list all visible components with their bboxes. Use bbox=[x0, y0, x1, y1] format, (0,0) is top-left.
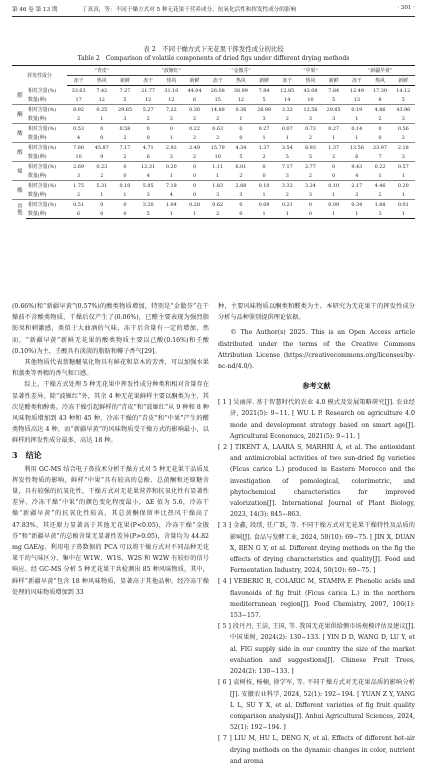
value-cell: 33.63 bbox=[71, 87, 86, 94]
table-row bbox=[12, 95, 415, 105]
value-cell: 3 bbox=[401, 153, 405, 160]
reference-item: [ 7 ] LIU M, HU L, DENG N, et al. Effects of different hot-air drying methods on the dynamic changes in color, nutrient and aroma bbox=[218, 735, 415, 765]
table-row bbox=[12, 171, 415, 181]
value-cell: 1 bbox=[169, 172, 173, 179]
value-cell: 1 bbox=[262, 191, 266, 198]
value-cell: 0 bbox=[137, 124, 160, 134]
indicator-cell: 数量(种) bbox=[28, 116, 47, 122]
value-cell: 14.12 bbox=[396, 87, 411, 94]
value-cell: 2 bbox=[100, 172, 104, 179]
value-cell: 8 bbox=[378, 96, 382, 103]
value-cell: 0 bbox=[229, 124, 252, 134]
value-cell: 5.27 bbox=[137, 105, 160, 115]
value-cell: 1 bbox=[355, 134, 359, 141]
reference-item: [ 5 ] 段丹丹, 王洁, 王国, 等. 我国无花果供给侧市场规模评估及建议[J]. 中国果树, 2024(2): 130−133. [ YIN D D, WANG D, LU Y, et al. FIG supply side in our country the size of the market evaluation and suggestions[J]. Chinese Fruit Trees, 2024(2): 130−133. ] bbox=[218, 623, 415, 676]
value-cell: 0.56 bbox=[392, 124, 415, 134]
value-cell: 0 bbox=[160, 124, 183, 134]
value-cell: 2 bbox=[216, 115, 220, 122]
value-cell: 43.08 bbox=[303, 87, 318, 94]
value-cell: 0.27 bbox=[253, 124, 276, 134]
value-cell: 5.95 bbox=[137, 181, 160, 191]
value-cell: 1 bbox=[378, 172, 382, 179]
value-cell: 4.34 bbox=[229, 143, 252, 153]
method-header: 热风 bbox=[160, 76, 183, 86]
value-cell: 1 bbox=[355, 115, 359, 122]
category-cell: 醛 bbox=[16, 91, 22, 98]
table-row bbox=[12, 114, 415, 124]
value-cell: 0.27 bbox=[322, 124, 345, 134]
indicator-cell: 相对含量(%) bbox=[26, 162, 67, 172]
value-cell: 1 bbox=[253, 209, 276, 219]
running-title: 丁真真，等：不同干燥方式对 5 种无花果干营养成分、抗氧化活性和挥发性成分的影响 bbox=[82, 7, 297, 13]
value-cell: 14.88 bbox=[206, 105, 229, 115]
table-row bbox=[12, 133, 415, 143]
value-cell: 2 bbox=[308, 172, 313, 179]
value-cell: 3 bbox=[146, 191, 150, 198]
value-cell: 3 bbox=[77, 172, 81, 179]
value-cell: 2 bbox=[308, 134, 313, 141]
reference-item: [ 3 ] 金鑫, 段续, 任广跃, 等. 不同干燥方式对无花果干燥特性及品质的影响[J]. 食品与发酵工业, 2024, 50(10): 69−75. [ JIN X, DUAN X, REN G Y, et al. Different drying methods on the fig the effects of drying characteristics and quality[J]. Food and Fermentation Industry, 2024, 50(10): 69−75. ] bbox=[218, 522, 415, 575]
value-cell: 0 bbox=[183, 181, 206, 191]
journal-issue: 第 46 卷 第 13 期 bbox=[12, 7, 58, 13]
value-cell: 0 bbox=[322, 162, 345, 172]
value-cell: 6.01 bbox=[229, 162, 252, 172]
value-cell: 1.37 bbox=[322, 143, 345, 153]
value-cell: 5 bbox=[401, 96, 405, 103]
value-cell: 0 bbox=[192, 172, 197, 179]
category-cell: 酮 bbox=[12, 105, 26, 124]
indicator-cell: 数量(种) bbox=[28, 135, 47, 141]
value-cell: 0.23 bbox=[90, 162, 113, 172]
value-cell: 2 bbox=[123, 153, 127, 160]
value-cell: 0.34 bbox=[345, 200, 368, 210]
reference-item: [ 6 ] 袁树枝, 杨楠, 徐学军, 等. 不同干燥方式对无花果品质的影响分析[J]. 安徽农业科学, 2024, 52(1): 192−194. [ YUAN Z Y, YANG L L, SU Y X, et al. Different varieties of fig fruit quality comparison analysis[J]. Anhui Agricultural Sciences, 2024, 52(1): 192−194. ] bbox=[218, 679, 415, 732]
method-header: 新鲜 bbox=[322, 76, 345, 86]
value-cell: 45.87 bbox=[90, 143, 113, 153]
value-cell: 0.22 bbox=[183, 124, 206, 134]
value-cell: 0.58 bbox=[113, 124, 136, 134]
value-cell: 12.49 bbox=[349, 87, 364, 94]
value-cell: 2 bbox=[401, 134, 405, 141]
value-cell: 2 bbox=[206, 209, 229, 219]
value-cell: 13 bbox=[353, 96, 360, 103]
value-cell: 0.09 bbox=[322, 200, 345, 210]
method-header: 冻干 bbox=[67, 76, 90, 86]
value-cell: 0.51 bbox=[67, 200, 90, 210]
value-cell: 2.49 bbox=[183, 143, 206, 153]
references-heading: 参考文献 bbox=[302, 381, 331, 391]
value-cell: 3 bbox=[355, 191, 359, 198]
value-cell: 0.21 bbox=[276, 200, 299, 210]
value-cell: 0 bbox=[253, 162, 276, 172]
value-cell: 0.63 bbox=[206, 124, 229, 134]
value-cell: 0 bbox=[332, 172, 336, 179]
value-cell: 7.84 bbox=[258, 87, 270, 94]
value-cell: 3 bbox=[308, 115, 313, 122]
value-cell: 1.75 bbox=[67, 181, 90, 191]
reference-item: [ 1 ] 吴丽萍. 基于智慧时代的农业 4.0 模式及发展策略研究[J]. 农业经济, 2021(5): 9−11. [ WU L P. Research on agriculture 4.0 mode and development strategy based on smart age[J]. Agricultural Economics, 2021(5): 9−11. ] bbox=[218, 399, 415, 440]
value-cell: 7.18 bbox=[160, 181, 183, 191]
value-cell: 1.04 bbox=[160, 200, 183, 210]
value-cell: 5.31 bbox=[90, 181, 113, 191]
value-cell: 4 bbox=[146, 172, 150, 179]
value-cell: 0 bbox=[113, 162, 136, 172]
indicator-cell: 相对含量(%) bbox=[26, 124, 67, 134]
value-cell: 29.85 bbox=[322, 105, 345, 115]
value-cell: 1 bbox=[332, 134, 336, 141]
method-header: 新鲜 bbox=[113, 76, 136, 86]
method-header: 冻干 bbox=[137, 76, 160, 86]
value-cell: 1 bbox=[276, 209, 299, 219]
value-cell: 2 bbox=[378, 115, 382, 122]
table-row bbox=[12, 124, 415, 134]
value-cell: 12.56 bbox=[299, 105, 322, 115]
value-cell: 0.01 bbox=[392, 200, 415, 210]
body-paragraph: 利用 GC-MS 结合电子鼻技术分析干燥方式对 5 种无花果干品质及挥发性物质的影响，鲜样“中果”具有较高的总酚、总黄酮和还原糖含量，具有较强的抗氧化性，干燥方式对无花果营养和抗氧化性有显著性差异，冷冻干燥“中果”的颜色变化程度最小，ΔE 值为 5.6，冷冻干燥“新疆早黄”的抗氧化性较高，其总黄酮保留率比热风干燥高了 47.83%，其还原力显著高于其他无花果(P<0.05)，冷冻干燥“金傲芬”和“新疆早黄”的总酚含量无显著性差异(P>0.05)，含量均为 44.82 mg GAE/g。利用电子鼻数据的 PCA 可以将干燥方式对不同品种无花果干的气味区分，集中在 W1W、W1S、W2S 和 W2W 有较好的信号响应。经 GC-MS 分析 5 种无花果干共检测出 85 种风味物质，其中，鲜样“新疆早黄”包含 18 种风味物质，显著高于其他品种，经冷冻干燥处理的风味物质增加到 33 bbox=[12, 465, 209, 596]
value-cell: 7.42 bbox=[96, 87, 108, 94]
value-cell: 7.27 bbox=[119, 87, 131, 94]
value-cell: 1 bbox=[401, 172, 405, 179]
value-cell: 2.92 bbox=[160, 143, 183, 153]
method-header: 新鲜 bbox=[392, 76, 415, 86]
value-cell: 3.32 bbox=[276, 105, 299, 115]
value-cell: 0 bbox=[262, 172, 266, 179]
value-cell: 12 bbox=[98, 96, 105, 103]
value-cell: 7.17 bbox=[113, 143, 136, 153]
value-cell: 0 bbox=[192, 191, 197, 198]
value-cell: 0.73 bbox=[299, 124, 322, 134]
value-cell: 0.53 bbox=[67, 124, 90, 134]
value-cell: 0 bbox=[239, 134, 243, 141]
table-row bbox=[12, 152, 415, 162]
value-cell: 0.57 bbox=[392, 162, 415, 172]
value-cell: 2 bbox=[192, 153, 197, 160]
value-cell: 2 bbox=[123, 134, 127, 141]
category-cell: 酯 bbox=[12, 181, 26, 200]
indicator-cell: 数量(种) bbox=[28, 173, 47, 179]
value-cell: 6 bbox=[67, 209, 90, 219]
body-paragraph: 综上，干燥方式处理 5 种无花果中挥发性成分种类和相对含量存在显著性差异。除“波姬红”外，其余 4 种无花果鲜样主要以酮类为主，其次是醛类和醇类。冷冻干燥引起鲜样的“青皮”和“波姬红”从 9 种和 8 种风味物质增加到 43 种和 45 种，冷冻干燥的“青皮”和“中果”产生的醛类物质高达 4 种，而“新疆早黄”的风味物质受干燥方式的影响最小，以鲜样的挥发性成分最多，高达 18 种。 bbox=[12, 381, 209, 445]
value-cell: 7.22 bbox=[160, 105, 183, 115]
value-cell: 10 bbox=[214, 153, 221, 160]
value-cell: 1 bbox=[239, 115, 243, 122]
value-cell: 0.20 bbox=[392, 181, 415, 191]
reference-item: [ 4 ] VEBERIC R, COLARIC M, STAMPA F. Phenolic acids and flavonoids of fig fruit (Ficus carica L.) in the northern mediterranean region[J]. Food Chemistry, 2007, 106(1): 153−157. bbox=[218, 578, 415, 620]
section-heading-conclusion: 3 结论 bbox=[12, 449, 42, 460]
method-header: 热风 bbox=[229, 76, 252, 86]
header-rule bbox=[12, 16, 415, 17]
value-cell: 2 bbox=[146, 115, 150, 122]
value-cell: 4.71 bbox=[137, 143, 160, 153]
value-cell: 1.11 bbox=[206, 162, 229, 172]
value-cell: 1 bbox=[100, 191, 104, 198]
table-row bbox=[12, 105, 415, 115]
value-cell: 5 bbox=[332, 96, 336, 103]
value-cell: 9 bbox=[100, 153, 104, 160]
value-cell: 4 bbox=[355, 172, 359, 179]
value-cell: 2 bbox=[239, 172, 243, 179]
value-cell: 7.80 bbox=[67, 143, 90, 153]
method-header: 冻干 bbox=[276, 76, 299, 86]
value-cell: 1 bbox=[285, 134, 289, 141]
indicator-cell: 数量(种) bbox=[28, 154, 47, 160]
value-cell: 0 bbox=[90, 124, 113, 134]
variety-header: “新疆早黄” bbox=[345, 66, 415, 76]
value-cell: 0 bbox=[368, 124, 391, 134]
value-cell: 15 bbox=[214, 96, 221, 103]
running-header bbox=[12, 5, 415, 16]
value-cell: 0 bbox=[183, 162, 206, 172]
value-cell: 2 bbox=[285, 191, 289, 198]
value-cell: 0.25 bbox=[90, 105, 113, 115]
value-cell: 23.97 bbox=[368, 143, 391, 153]
reference-item: [ 2 ] TIKENT A, LAARA S, MARHRI A, et al. The antioxidant and antimicrobial activities of two sun-dried fig varieties (Ficus carica L.) produced in Eastern Morocco and the investigation of pomological, colorimetric, and phytochemical characteristics for improved valorization[J]. International Journal of Plant Biology, 2023, 14(3): 845−863. bbox=[218, 444, 415, 519]
value-cell: 14 bbox=[284, 96, 291, 103]
value-cell: 0.10 bbox=[113, 181, 136, 191]
indicator-cell: 数量(种) bbox=[26, 209, 67, 219]
value-cell: 0.22 bbox=[368, 162, 391, 172]
indicator-cell: 数量(种) bbox=[28, 192, 47, 198]
value-cell: 0 bbox=[123, 172, 127, 179]
value-cell: 1 bbox=[216, 172, 220, 179]
value-cell: 0.09 bbox=[253, 200, 276, 210]
value-cell: 0 bbox=[113, 200, 136, 210]
table-row bbox=[12, 190, 415, 200]
value-cell: 0.36 bbox=[229, 105, 252, 115]
value-cell: 0 bbox=[113, 209, 136, 219]
value-cell: 2 bbox=[77, 115, 81, 122]
indicator-cell: 相对含量(%) bbox=[26, 200, 67, 210]
method-header: 热风 bbox=[368, 76, 391, 86]
variety-header: “中果” bbox=[276, 66, 346, 76]
value-cell: 2 bbox=[332, 153, 336, 160]
value-cell: 3.32 bbox=[276, 181, 299, 191]
value-cell: 38.99 bbox=[233, 87, 248, 94]
value-cell: 0 bbox=[146, 134, 150, 141]
value-cell: 1 bbox=[123, 191, 127, 198]
table-caption-cn: 表 2 不同干燥方式下无花果干挥发性成分的比较 bbox=[143, 45, 284, 53]
value-cell: 2.18 bbox=[392, 143, 415, 153]
value-cell: 12 bbox=[145, 96, 152, 103]
value-cell: 3.54 bbox=[276, 143, 299, 153]
value-cell: 4.46 bbox=[368, 181, 391, 191]
value-cell: 0.19 bbox=[345, 105, 368, 115]
table-row bbox=[12, 162, 415, 172]
value-cell: 3 bbox=[262, 115, 266, 122]
value-cell: 8.93 bbox=[299, 143, 322, 153]
value-cell: 1 bbox=[169, 134, 173, 141]
value-cell: 44.04 bbox=[187, 87, 202, 94]
value-cell: 2 bbox=[378, 191, 382, 198]
table-corner-header: 挥发性成分 bbox=[12, 66, 67, 86]
value-cell: 2.69 bbox=[67, 162, 90, 172]
value-cell: 1 bbox=[160, 209, 183, 219]
value-cell: 3 bbox=[123, 115, 127, 122]
value-cell: 1 bbox=[392, 209, 415, 219]
value-cell: 0 bbox=[229, 200, 252, 210]
indicator-cell: 相对含量(%) bbox=[26, 105, 67, 115]
value-cell: 0 bbox=[299, 209, 322, 219]
value-cell: 4 bbox=[77, 134, 81, 141]
value-cell: 3 bbox=[332, 115, 336, 122]
value-cell: 0 bbox=[90, 200, 113, 210]
value-cell: 1 bbox=[332, 191, 336, 198]
value-cell: 3.20 bbox=[137, 200, 160, 210]
value-cell: 2 bbox=[216, 134, 220, 141]
method-header: 热风 bbox=[299, 76, 322, 86]
value-cell: 1 bbox=[183, 209, 206, 219]
value-cell: 8.92 bbox=[67, 105, 90, 115]
value-cell: 2 bbox=[192, 115, 197, 122]
category-cell: 酸 bbox=[12, 124, 26, 143]
reference-list bbox=[218, 397, 415, 767]
value-cell: 10 bbox=[307, 96, 314, 103]
license-statement: © The Author(s) 2025. This is an Open Access article distributed under the terms of the Creative Commons Attribution License (https://creativecommons.org/licenses/by-nc-nd/4.0/). bbox=[218, 329, 415, 371]
value-cell: 2 bbox=[192, 134, 197, 141]
value-cell: 5 bbox=[239, 153, 243, 160]
value-cell: 1 bbox=[322, 209, 345, 219]
value-cell: 0.07 bbox=[276, 124, 299, 134]
table-row bbox=[12, 181, 415, 191]
value-cell: 1.83 bbox=[206, 181, 229, 191]
body-paragraph: 其他物质代表萘糖醚氧化物具有鲜花和草木的芳香，可以加强水果和蒸类等香精的香气和口感。 bbox=[12, 359, 209, 378]
body-paragraph: (0.66%)和“新疆早黄”(0.57%)的酸类物质增加，特别是“金傲芬”在干燥前不含酸类物质，干燥后仅产生了(0.06%)，已醛主要表现为强烈脂肪臭和刺激感，类似于大曲酒的气味，冻干后含量有一定的增加，然而，“新疆早黄”新鲜无花果的酸类物质主要以己酸(0.16%)和壬酸(0.10%)为主，壬酸具有淡淡的脂肪和椰子香气[29]。 bbox=[12, 303, 209, 355]
value-cell: 1.88 bbox=[368, 200, 391, 210]
value-cell: 2.17 bbox=[345, 181, 368, 191]
table-row bbox=[12, 143, 415, 153]
method-header: 热风 bbox=[90, 76, 113, 86]
variety-header: “波姬红” bbox=[137, 66, 207, 76]
value-cell: 5 bbox=[308, 153, 313, 160]
value-cell: 5 bbox=[262, 96, 266, 103]
table-row bbox=[12, 86, 415, 96]
value-cell: 3 bbox=[169, 115, 173, 122]
value-cell: 31.10 bbox=[164, 87, 179, 94]
value-cell: 17.30 bbox=[373, 87, 388, 94]
right-text-column bbox=[218, 301, 415, 767]
variety-header: “金傲芬” bbox=[206, 66, 276, 76]
value-cell: 7 bbox=[378, 153, 382, 160]
indicator-cell: 相对含量(%) bbox=[26, 181, 67, 191]
value-cell: 21.77 bbox=[141, 87, 156, 94]
category-cell: 醇 bbox=[12, 143, 26, 162]
value-cell: 7.17 bbox=[276, 162, 299, 172]
value-cell: 0 bbox=[90, 209, 113, 219]
value-cell: 1 bbox=[262, 134, 266, 141]
value-cell: 2.88 bbox=[229, 181, 252, 191]
value-cell: 13.56 bbox=[345, 143, 368, 153]
value-cell: 5 bbox=[285, 153, 289, 160]
value-cell: 12.31 bbox=[137, 162, 160, 172]
value-cell: 3 bbox=[216, 191, 220, 198]
value-cell: 3 bbox=[239, 191, 243, 198]
left-text-column bbox=[12, 301, 209, 598]
value-cell: 1 bbox=[401, 191, 405, 198]
value-cell: 2 bbox=[77, 191, 81, 198]
value-cell: 7.84 bbox=[328, 87, 340, 94]
value-cell: 3.24 bbox=[299, 181, 322, 191]
table-row bbox=[12, 200, 415, 210]
value-cell: 12.85 bbox=[280, 87, 295, 94]
value-cell: 1 bbox=[345, 209, 368, 219]
indicator-cell: 相对含量(%) bbox=[28, 87, 57, 94]
value-cell: 6 bbox=[355, 153, 359, 160]
value-cell: 0 bbox=[299, 200, 322, 210]
value-cell: 3 bbox=[401, 115, 405, 122]
value-cell: 0.62 bbox=[206, 200, 229, 210]
value-cell: 3 bbox=[308, 191, 313, 198]
value-cell: 1 bbox=[100, 115, 104, 122]
volatile-components-table bbox=[12, 65, 415, 219]
value-cell: 17 bbox=[75, 96, 82, 103]
value-cell: 0.30 bbox=[183, 105, 206, 115]
value-cell: 26.08 bbox=[210, 87, 225, 94]
value-cell: 0.28 bbox=[183, 200, 206, 210]
method-header: 冻干 bbox=[345, 76, 368, 86]
value-cell: 9.43 bbox=[345, 162, 368, 172]
value-cell: 3 bbox=[368, 209, 391, 219]
method-header: 新鲜 bbox=[253, 76, 276, 86]
table-caption-en: Table 2 Comparison of volatile components of dried figs under different drying methods bbox=[77, 55, 350, 62]
value-cell: 1.37 bbox=[253, 143, 276, 153]
value-cell: 2.77 bbox=[299, 162, 322, 172]
value-cell: 3 bbox=[169, 153, 173, 160]
value-cell: 3 bbox=[285, 172, 289, 179]
value-cell: 6 bbox=[146, 153, 150, 160]
value-cell: 0.14 bbox=[345, 124, 368, 134]
variety-header: “青皮” bbox=[67, 66, 137, 76]
body-paragraph: 种，主要风味物质以酮类和醛类为主。本研究为无花果干的挥发性成分分析与品种鉴别提供理论依据。 bbox=[218, 303, 415, 322]
value-cell: 28.98 bbox=[253, 105, 276, 115]
table-row bbox=[12, 209, 415, 219]
value-cell: 15.79 bbox=[206, 143, 229, 153]
value-cell: 0.20 bbox=[160, 162, 183, 172]
category-cell: 烯 bbox=[12, 162, 26, 181]
value-cell: 5 bbox=[137, 209, 160, 219]
value-cell: 0 bbox=[378, 134, 382, 141]
method-header: 冻干 bbox=[206, 76, 229, 86]
value-cell: 0.10 bbox=[322, 181, 345, 191]
value-cell: 2 bbox=[262, 153, 266, 160]
value-cell: 0 bbox=[229, 209, 252, 219]
method-header: 新鲜 bbox=[183, 76, 206, 86]
value-cell: 0 bbox=[100, 134, 104, 141]
value-cell: 4.86 bbox=[368, 105, 391, 115]
value-cell: 0.10 bbox=[253, 181, 276, 191]
category-cell: 其他 bbox=[12, 200, 26, 219]
value-cell: 5 bbox=[123, 96, 127, 103]
indicator-cell: 相对含量(%) bbox=[26, 143, 67, 153]
value-cell: 29.85 bbox=[113, 105, 136, 115]
value-cell: 12 bbox=[237, 96, 245, 103]
value-cell: 4 bbox=[169, 191, 173, 198]
value-cell: 12 bbox=[168, 96, 175, 103]
page-number: · 301 · bbox=[397, 5, 415, 11]
value-cell: 43.96 bbox=[392, 105, 415, 115]
value-cell: 2 bbox=[285, 115, 289, 122]
value-cell: 6 bbox=[192, 96, 197, 103]
value-cell: 10 bbox=[75, 153, 82, 160]
indicator-cell: 数量(种) bbox=[28, 97, 47, 103]
